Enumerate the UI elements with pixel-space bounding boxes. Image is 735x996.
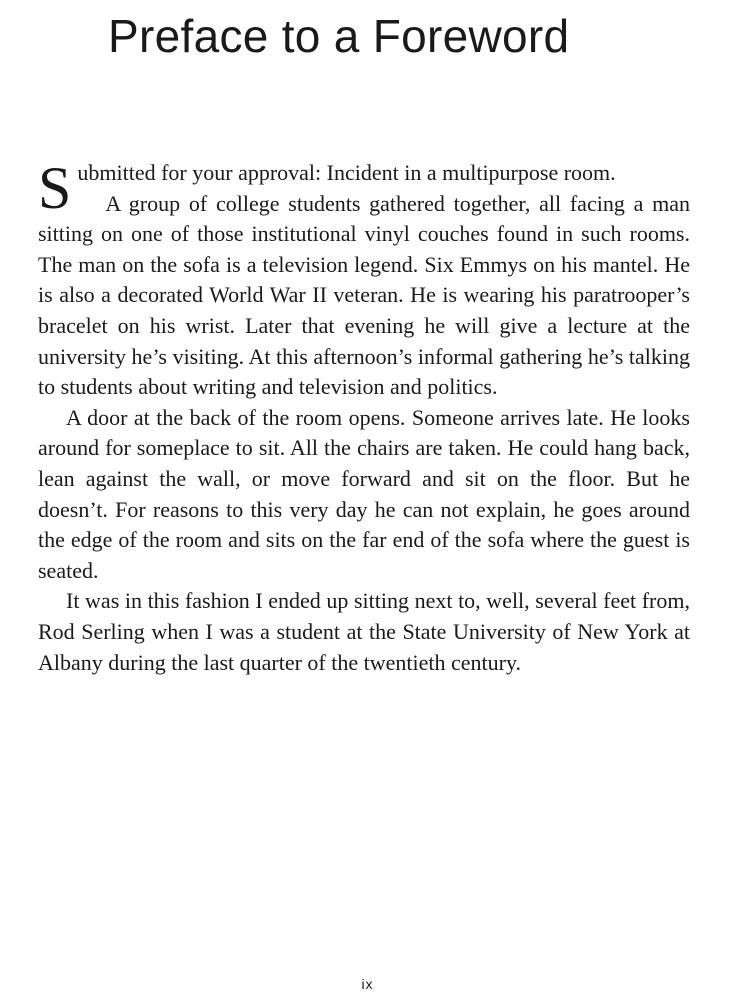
- body-text: [38, 155, 690, 678]
- paragraph-1-text: ubmitted for your approval: Incident in a multipurpose room.: [77, 160, 616, 185]
- paragraph-4: It was in this fashion I ended up sitting next to, well, several feet from, Rod Serling when I was a student at the State University of New York at Albany during the last quarter of the twentieth century.: [38, 588, 690, 675]
- drop-cap: S: [38, 155, 72, 221]
- paragraph-3: A door at the back of the room opens. Someone arrives late. He looks around for someplace to sit. All the chairs are taken. He could hang back, lean against the wall, or move forward and sit on the floor. But he doesn’t. For reasons to this very day he can not explain, he goes around the edge of the room and sits on the far end of the sofa where the guest is seated.: [38, 404, 690, 583]
- paragraph-1: [38, 155, 690, 221]
- page-number: ix: [361, 976, 374, 992]
- page-title: Preface to a Foreword: [108, 10, 570, 62]
- paragraph-2: A group of college students gathered together, all facing a man sitting on one of those institutional vinyl couches found in such rooms. The man on the sofa is a television legend. Six Emmys on his mantel. He is also a decorated World War II veteran. He is wearing his paratrooper’s bracelet on his wrist. Later that evening he will give a lecture at the university he’s visiting. At this afternoon’s informal gathering he’s talking to students about writing and television and politics.: [38, 190, 690, 400]
